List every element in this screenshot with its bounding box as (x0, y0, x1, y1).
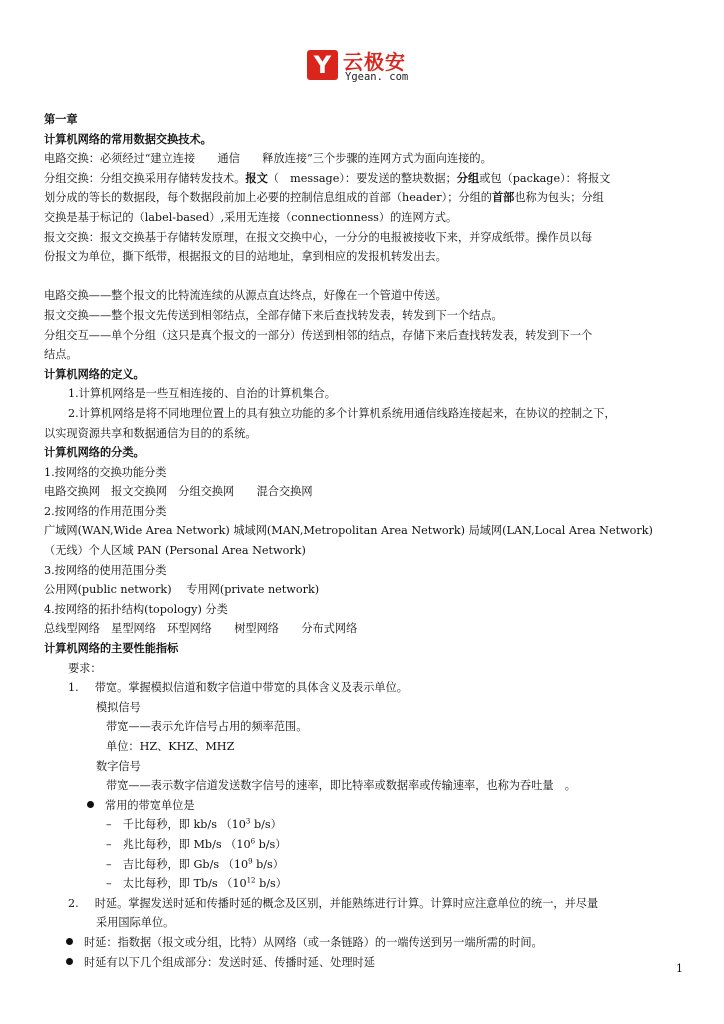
document-body (44, 110, 690, 972)
item-number: 1. (68, 681, 79, 695)
unit-suffix: b/s） (255, 837, 287, 851)
bold-term: 首部 (491, 190, 515, 205)
definition-item: 2.计算机网络是将不同地理位置上的具有独立功能的多个计算机系统用通信线路连接起来，在协议的控制之下， (68, 406, 616, 420)
paragraph-line: 报文交换——整个报文先传送到相邻结点，全部存储下来后查找转发表，转发到下一个结点。 (44, 308, 503, 322)
dash-icon: – (106, 857, 112, 871)
unit-item (44, 874, 690, 894)
text-run: 分组交换：分组交换采用存储转发技术。 (44, 171, 246, 185)
bullet-icon (66, 938, 73, 945)
sub-item: 带宽——表示数字信道发送数字信号的速率，即比特率或数据率或传输速率，也称为吞吐量 。 (106, 779, 576, 793)
classification-line: 1.按网络的交换功能分类 (44, 465, 167, 479)
classification-line: 4.按网络的拓扑结构(topology) 分类 (44, 602, 228, 616)
ygean-logo (307, 50, 422, 86)
dash-icon: – (106, 837, 112, 851)
dash-icon: – (106, 818, 112, 832)
definition-item: 1.计算机网络是一些互相连接的、自治的计算机集合。 (68, 387, 336, 401)
classification-line: 广域网(WAN,Wide Area Network) 城域网(MAN,Metropolitan Area Network) 局域网(LAN,Local Area Network) (44, 524, 653, 538)
paragraph-line: 交换是基于标记的（label-based）,采用无连接（connectionness）的连网方式。 (44, 210, 458, 224)
unit-suffix: b/s） (252, 857, 284, 871)
logo-english-text: Ygean. com (345, 71, 409, 83)
sub-item: 模拟信号 (96, 700, 141, 714)
chapter-heading: 第一章 (44, 112, 78, 126)
unit-text: 千比每秒，即 kb/s （10 (122, 818, 246, 832)
unit-item (44, 835, 690, 855)
classification-line: 2.按网络的作用范围分类 (44, 504, 167, 518)
unit-text: 吉比每秒，即 Gb/s （10 (122, 857, 249, 871)
numbered-item (44, 678, 690, 698)
unit-suffix: b/s） (255, 877, 287, 891)
logo-mark-letter: Y (313, 51, 332, 79)
section-heading-switching: 计算机网络的常用数据交换技术。 (44, 131, 212, 146)
bullet-text: 常用的带宽单位是 (105, 798, 195, 812)
classification-line: 公用网(public network) 专用网(private network) (44, 583, 320, 597)
text-run: 或包（package）：将报文 (479, 171, 611, 185)
unit-text: 兆比每秒，即 Mb/s （10 (122, 837, 251, 851)
logo-chinese-text: 云极安 (343, 50, 406, 74)
sub-item: 带宽——表示允许信号占用的频率范围。 (106, 720, 308, 734)
unit-exponent: 6 (250, 837, 256, 846)
bullet-item (44, 953, 690, 973)
unit-exponent: 3 (245, 817, 251, 826)
dash-icon: – (106, 877, 112, 891)
paragraph-line: 份报文为单位，撕下纸带，根据报文的目的站地址，拿到相应的发报机转发出去。 (44, 250, 447, 264)
requirements-label: 要求： (68, 661, 102, 675)
bullet-text: 时延：指数据（报文或分组，比特）从网络（或一条链路）的一端传送到另一端所需的时间。 (84, 935, 543, 949)
blank-line (44, 267, 690, 287)
item-number: 2. (68, 896, 79, 910)
classification-line: （无线）个人区域 PAN (Personal Area Network) (44, 544, 306, 558)
classification-line: 电路交换网 报文交换网 分组交换网 混合交换网 (44, 485, 313, 499)
page-number: 1 (676, 962, 683, 975)
bullet-item (44, 933, 690, 953)
item-continuation: 采用国际单位。 (96, 916, 175, 930)
text-run: （ message）：要发送的整块数据； (267, 171, 457, 185)
paragraph-line: 电路交换：必须经过“建立连接 通信 释放连接”三个步骤的连网方式为面向连接的。 (44, 152, 492, 166)
unit-exponent: 12 (246, 876, 256, 885)
paragraph-line (44, 188, 690, 208)
paragraph-line: 分组交互——单个分组（这只是真个报文的一部分）传送到相邻的结点，存储下来后查找转发表，转发到下一个 (44, 328, 593, 342)
unit-exponent: 9 (248, 856, 253, 865)
bullet-icon (87, 801, 94, 808)
section-heading-performance: 计算机网络的主要性能指标 (44, 641, 179, 656)
sub-item: 单位：HZ、KHZ、MHZ (106, 740, 235, 753)
paragraph-line (44, 169, 690, 189)
classification-line: 总线型网络 星型网络 环型网络 树型网络 分布式网络 (44, 622, 358, 636)
item-text: 时延。掌握发送时延和传播时延的概念及区别，并能熟练进行计算。计算时应注意单位的统一，并尽量 (94, 896, 599, 910)
unit-suffix: b/s） (250, 818, 282, 832)
paragraph-line: 以实现资源共享和数据通信为目的的系统。 (44, 426, 257, 440)
unit-text: 太比每秒，即 Tb/s （10 (122, 877, 247, 891)
sub-item: 数字信号 (96, 759, 141, 773)
classification-line: 3.按网络的使用范围分类 (44, 563, 167, 577)
paragraph-line: 结点。 (44, 348, 78, 362)
bullet-icon (66, 958, 73, 965)
item-text: 带宽。掌握模拟信道和数字信道中带宽的具体含义及表示单位。 (94, 681, 408, 695)
section-heading-classification: 计算机网络的分类。 (44, 445, 145, 460)
unit-item (44, 855, 690, 875)
section-heading-definition: 计算机网络的定义。 (44, 366, 145, 381)
bold-term: 分组 (456, 170, 480, 185)
bullet-item (44, 796, 690, 816)
bullet-text: 时延有以下几个组成部分：发送时延、传播时延、处理时延 (84, 955, 375, 969)
paragraph-line: 报文交换：报文交换基于存储转发原理，在报文交换中心，一分分的电报被接收下来，并穿成纸带。操作员以每 (44, 230, 593, 244)
text-run: 划分成的等长的数据段，每个数据段前加上必要的控制信息组成的首部（header）；分组的 (44, 191, 492, 205)
paragraph-line: 电路交换——整个报文的比特流连续的从源点直达终点，好像在一个管道中传送。 (44, 289, 447, 303)
text-run: 也称为包头；分组 (514, 191, 604, 205)
numbered-item (44, 894, 690, 914)
bold-term: 报文 (245, 170, 268, 185)
unit-item (44, 815, 690, 835)
